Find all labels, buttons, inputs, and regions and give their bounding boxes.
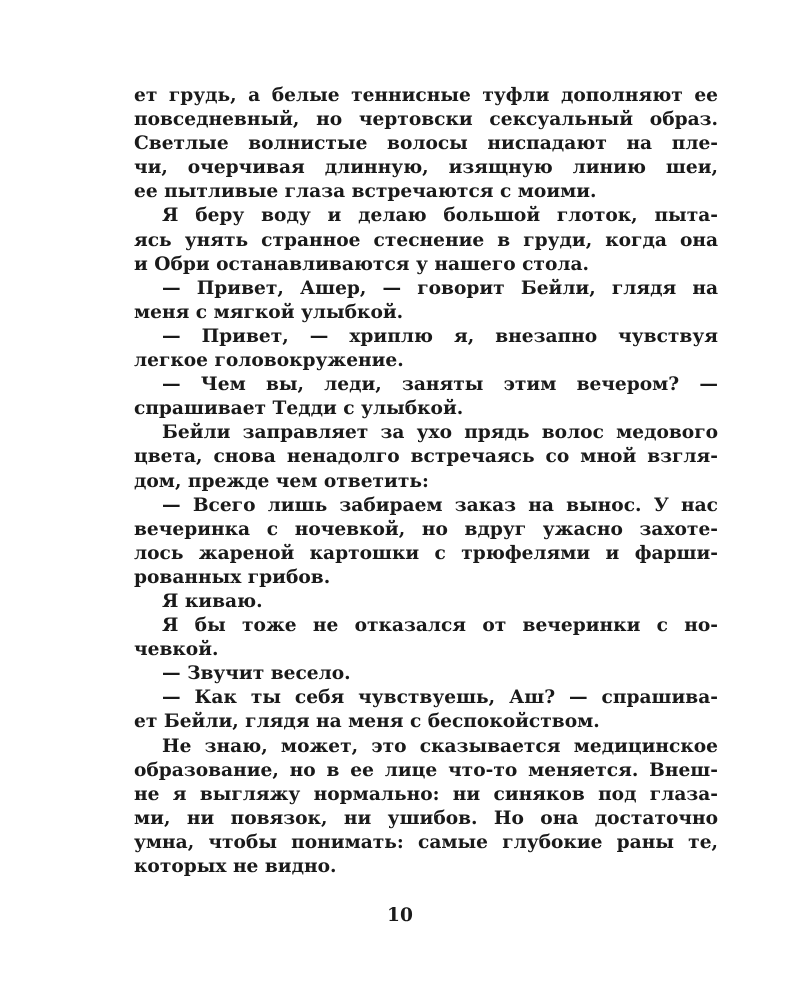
text-line: — Привет, — хриплю я, внезапно чувствуя	[162, 325, 718, 347]
text-line: ет Бейли, глядя на меня с беспокойством.	[134, 711, 600, 733]
text-line: Светлые волнистые волосы ниспадают на пле-	[134, 133, 718, 155]
text-line: меня с мягкой улыбкой.	[134, 301, 404, 323]
text-line: вечеринка с ночевкой, но вдруг ужасно захоте-	[134, 518, 718, 540]
text-line: ми, ни повязок, ни ушибов. Но она достаточно	[134, 807, 718, 829]
text-line: Я киваю.	[162, 590, 263, 612]
text-line: Я бы тоже не отказался от вечеринки с но-	[162, 615, 718, 637]
page-number: 10	[387, 905, 413, 926]
text-line: чи, очерчивая длинную, изящную линию шеи,	[134, 157, 718, 179]
text-line: Я беру воду и делаю большой глоток, пыта-	[162, 205, 718, 227]
text-line: Бейли заправляет за ухо прядь волос медового	[162, 422, 718, 444]
text-line: спрашивает Тедди с улыбкой.	[134, 398, 464, 420]
text-line: дом, прежде чем ответить:	[134, 470, 429, 492]
text-line: цвета, снова ненадолго встречаясь со мной взгля-	[134, 446, 718, 468]
text-line: — Всего лишь забираем заказ на вынос. У нас	[162, 494, 718, 516]
text-line: — Привет, Ашер, — говорит Бейли, глядя на	[162, 277, 718, 299]
text-line: Не знаю, может, это сказывается медицинское	[162, 735, 718, 757]
text-line: которых не видно.	[134, 856, 337, 877]
text-line: образование, но в ее лице что-то меняется. Внеш-	[134, 759, 718, 781]
body-text	[134, 84, 718, 879]
text-line: — Как ты себя чувствуешь, Аш? — спрашива-	[162, 687, 718, 709]
text-line: и Обри останавливаются у нашего стола.	[134, 253, 589, 275]
text-line: не я выгляжу нормально: ни синяков под глаза-	[134, 783, 718, 805]
text-line: легкое головокружение.	[134, 350, 404, 372]
text-line: ет грудь, а белые теннисные туфли дополняют ее	[134, 85, 718, 106]
text-line: — Звучит весело.	[162, 663, 351, 685]
text-line: ясь унять странное стеснение в груди, когда она	[134, 229, 718, 251]
text-line: рованных грибов.	[134, 566, 331, 588]
text-line: ее пытливые глаза встречаются с моими.	[134, 181, 597, 203]
text-line: лось жареной картошки с трюфелями и фарши-	[134, 542, 718, 564]
text-line: повседневный, но чертовски сексуальный образ.	[134, 109, 718, 131]
text-line: — Чем вы, леди, заняты этим вечером? —	[162, 374, 718, 396]
text-line: умна, чтобы понимать: самые глубокие раны те,	[134, 831, 718, 853]
text-line: чевкой.	[134, 639, 219, 661]
